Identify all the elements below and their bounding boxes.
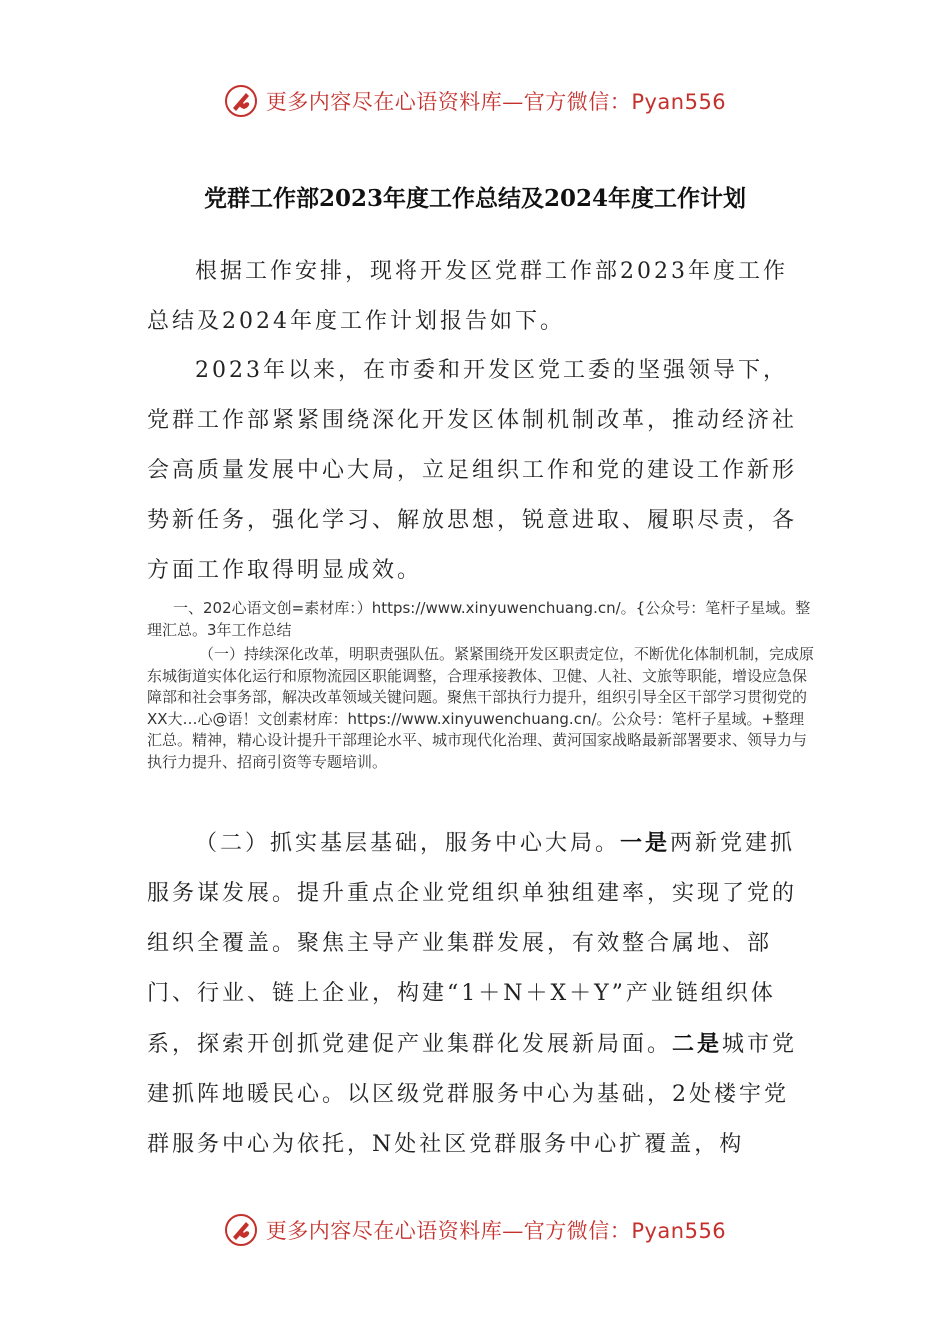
paragraph-grassroots: （二）抓实基层基础，服务中心大局。一是两新党建抓服务谋发展。提升重点企业党组织单独组建率，实现了党的组织全覆盖。聚焦主导产业集群发展，有效整合属地、部门、行业、链上企业，构建“1＋N＋X＋Y”产业链组织体系，探索开创抓党建促产业集群化发展新局面。二是城市党建抓阵地暖民心。以区级党群服务中心为基础，2处楼宇党群服务中心为依托，N处社区党群服务中心扩覆盖，构 [147, 830, 798, 1157]
paragraph-intro: 根据工作安排，现将开发区党群工作部2023年度工作总结及2024年度工作计划报告如下。 [147, 259, 788, 334]
header-banner [0, 84, 950, 118]
paragraph-reform: （一）持续深化改革，明职责强队伍。紧紧围绕开发区职责定位，不断优化体制机制，完成原东城街道实体化运行和原物流园区职能调整，合理承接教体、卫健、人社、文旅等职能，增设应急保障部和社会事务部，解决改革领域关键问题。聚焦干部执行力提升，组织引导全区干部学习贯彻党的XX大…心@语！文创素材库：https://www.xinyuwenchuang.cn/。公众号：笔杆子星域。+整理汇总。精神，精心设计提升干部理论水平、城市现代化治理、黄河国家战略最新部署要求、领导力与执行力提升、招商引资等专题培训。 [147, 645, 815, 771]
document-title: 党群工作部2023年度工作总结及2024年度工作计划 [203, 185, 747, 212]
pen-heart-logo-icon [224, 1213, 258, 1247]
paragraph-overview: 2023年以来，在市委和开发区党工委的坚强领导下，党群工作部紧紧围绕深化开发区体制机制改革，推动经济社会高质量发展中心大局，立足组织工作和党的建设工作新形势新任务，强化学习、解放思想，锐意进取、履职尽责，各方面工作取得明显成效。 [147, 358, 798, 583]
section-heading-watermarked: 一、202心语文创=素材库：）https://www.xinyuwenchuang.cn/。{公众号：笔杆子星域。整理汇总。3年工作总结 [147, 599, 811, 639]
emphasis-second: 二是 [672, 1031, 723, 1057]
emphasis-first: 一是 [620, 830, 671, 856]
banner-text: 更多内容尽在心语资料库—官方微信：Pyan556 [265, 1219, 727, 1243]
footer-banner [0, 1213, 950, 1247]
pen-heart-logo-icon [224, 84, 258, 118]
banner-text: 更多内容尽在心语资料库—官方微信：Pyan556 [265, 90, 727, 114]
